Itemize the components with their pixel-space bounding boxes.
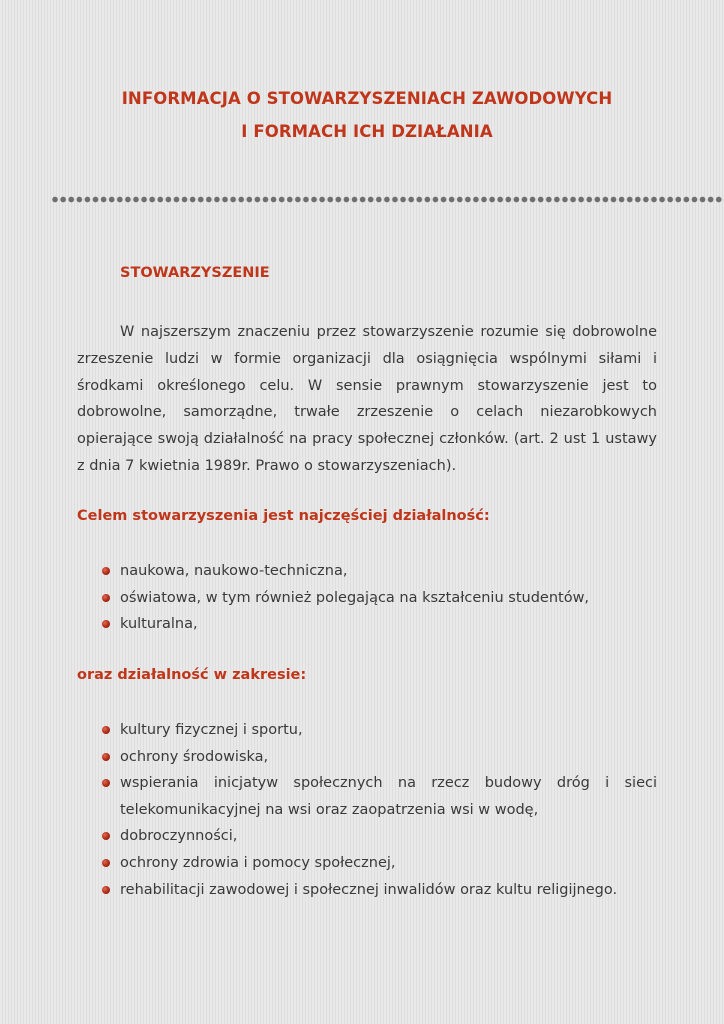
list-item (100, 823, 657, 850)
list-item-text: wspierania inicjatyw społecznych na rzecz budowy dróg i sieci (120, 775, 657, 792)
list-item (100, 717, 657, 744)
bullet-icon (102, 779, 110, 787)
list-item (100, 611, 657, 638)
list-item-text: ochrony środowiska, (120, 748, 269, 765)
list-item (100, 850, 657, 877)
scope-list (100, 717, 657, 903)
list-item (100, 877, 657, 904)
bullet-icon (102, 726, 110, 734)
goals-heading: Celem stowarzyszenia jest najczęściej działalność: (77, 508, 490, 524)
list-item (100, 770, 657, 823)
bullet-icon (102, 567, 110, 575)
title-line-1: INFORMACJA O STOWARZYSZENIACH ZAWODOWYCH (121, 89, 613, 108)
list-item-text: rehabilitacji zawodowej i społecznej inwalidów oraz kultu religijnego. (120, 881, 618, 898)
list-item (100, 558, 657, 585)
scope-heading: oraz działalność w zakresie: (77, 667, 307, 683)
list-item-text: ochrony zdrowia i pomocy społecznej, (120, 854, 396, 871)
list-item-text: kultury fizycznej i sportu, (120, 722, 303, 738)
list-item-text-continuation: telekomunikacyjnej na wsi oraz zaopatrzenia wsi w wodę, (120, 801, 539, 818)
bullet-icon (102, 753, 110, 761)
title-line-2: I FORMACH ICH DZIAŁANIA (241, 122, 493, 141)
list-item (100, 585, 657, 612)
list-item-text: kulturalna, (120, 616, 198, 633)
bullet-icon (102, 859, 110, 867)
goals-list (100, 558, 657, 638)
list-item-text: naukowa, naukowo-techniczna, (120, 563, 348, 579)
list-item-text: oświatowa, w tym również polegająca na kształceniu studentów, (120, 589, 590, 606)
section-heading: STOWARZYSZENIE (120, 265, 270, 281)
bullet-icon (102, 620, 110, 628)
list-item (100, 744, 657, 771)
dotted-divider (51, 196, 724, 203)
bullet-icon (102, 832, 110, 840)
bullet-icon (102, 886, 110, 894)
bullet-icon (102, 594, 110, 602)
list-item-text: dobroczynności, (120, 828, 238, 845)
intro-paragraph: W najszerszym znaczeniu przez stowarzyszenie rozumie się dobrowolne zrzeszenie ludzi w formie organizacji dla osiągnięcia wspólnymi siłami i środkami określonego celu. W sensie prawnym stowarzyszenie jest to dobrowolne, samorządne, trwałe zrzeszenie o celach niezarobkowych opierające swoją działalność na pracy społecznej członków. (art. 2 ust 1 ustawy z dnia 7 kwietnia 1989r. Prawo o stowarzyszeniach). (77, 324, 657, 474)
